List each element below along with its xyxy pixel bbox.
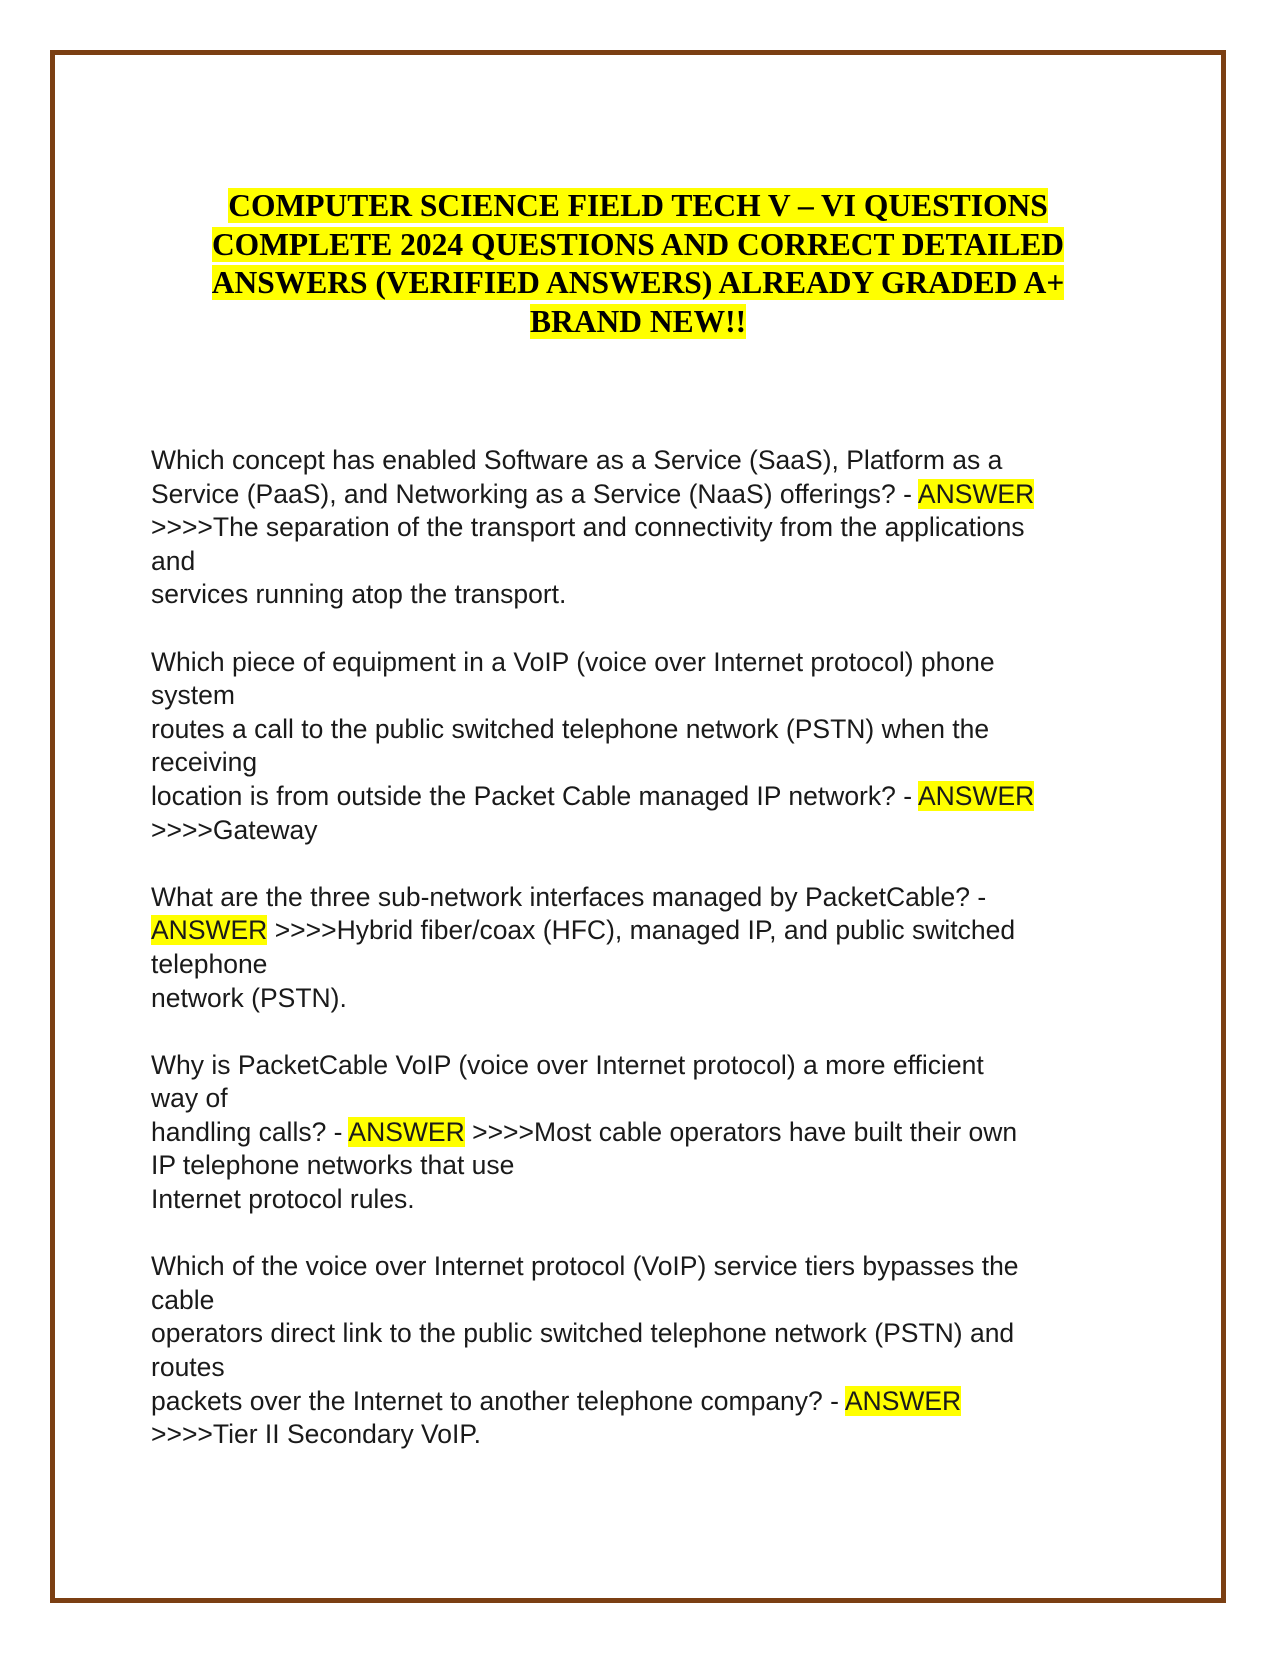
text: and xyxy=(151,545,196,576)
text: routes a call to the public switched telephone network (PSTN) when the xyxy=(151,713,990,744)
title-line: COMPLETE 2024 QUESTIONS AND CORRECT DETAILED xyxy=(211,226,1065,262)
qa-line xyxy=(151,1250,1151,1284)
qa-line xyxy=(151,780,1151,814)
qa-line xyxy=(151,814,1151,848)
qa-line xyxy=(151,1183,1151,1217)
text: system xyxy=(151,680,235,711)
qa-item xyxy=(151,444,1151,612)
answer-label: ANSWER xyxy=(917,780,1035,811)
qa-line xyxy=(151,545,1151,579)
text: Which piece of equipment in a VoIP (voice over Internet protocol) phone xyxy=(151,646,995,677)
text: way of xyxy=(151,1083,228,1114)
qa-line xyxy=(151,1082,1151,1116)
text: >>>>Gateway xyxy=(151,814,318,845)
text: routes xyxy=(151,1352,225,1383)
text: >>>>Most cable operators have built their own xyxy=(464,1116,1018,1147)
qa-item xyxy=(151,1049,1151,1217)
text: IP telephone networks that use xyxy=(151,1150,515,1181)
qa-line xyxy=(151,1049,1151,1083)
text: cable xyxy=(151,1284,215,1315)
qa-line xyxy=(151,948,1151,982)
qa-line xyxy=(151,881,1151,915)
answer-label: ANSWER xyxy=(844,1385,962,1416)
text: >>>>Hybrid fiber/coax (HFC), managed IP, and public switched xyxy=(267,915,1016,946)
answer-label: ANSWER xyxy=(151,915,268,946)
text: telephone xyxy=(151,948,268,979)
qa-line xyxy=(151,1284,1151,1318)
text: receiving xyxy=(151,747,258,778)
text: Service (PaaS), and Networking as a Service (NaaS) offerings? - xyxy=(151,478,918,509)
qa-line xyxy=(151,578,1151,612)
qa-line xyxy=(151,646,1151,680)
text: Why is PacketCable VoIP (voice over Internet protocol) a more efficient xyxy=(151,1049,984,1080)
qa-line xyxy=(151,1116,1151,1150)
text: Internet protocol rules. xyxy=(151,1184,415,1215)
qa-line xyxy=(151,746,1151,780)
qa-line xyxy=(151,1385,1151,1419)
text: handling calls? - xyxy=(151,1116,349,1147)
title-line: ANSWERS (VERIFIED ANSWERS) ALREADY GRADED A+ xyxy=(211,265,1065,300)
text: Which concept has enabled Software as a Service (SaaS), Platform as a xyxy=(151,445,1003,475)
qa-line xyxy=(151,1351,1151,1385)
qa-line xyxy=(151,478,1151,512)
title-line: COMPUTER SCIENCE FIELD TECH V – VI QUESTIONS xyxy=(228,188,1048,223)
answer-label: ANSWER xyxy=(348,1116,465,1147)
qa-line xyxy=(151,982,1151,1016)
qa-line xyxy=(151,1149,1151,1183)
text: What are the three sub-network interfaces managed by PacketCable? - xyxy=(151,881,987,912)
text: operators direct link to the public switched telephone network (PSTN) and xyxy=(151,1318,1015,1349)
text: Which of the voice over Internet protocol (VoIP) service tiers bypasses the xyxy=(151,1251,1019,1282)
text: packets over the Internet to another telephone company? - xyxy=(151,1385,845,1416)
title-line: BRAND NEW!! xyxy=(529,303,747,339)
answer-label: ANSWER xyxy=(917,478,1035,509)
text: >>>>The separation of the transport and connectivity from the applications xyxy=(151,512,1025,543)
qa-line xyxy=(151,511,1151,545)
qa-line xyxy=(151,1418,1151,1452)
qa-list xyxy=(151,444,1151,1485)
qa-line xyxy=(151,914,1151,948)
qa-line xyxy=(151,1317,1151,1351)
qa-line xyxy=(151,444,1151,478)
qa-line xyxy=(151,713,1151,747)
text: location is from outside the Packet Cable managed IP network? - xyxy=(151,780,918,811)
qa-item xyxy=(151,1250,1151,1452)
text: services running atop the transport. xyxy=(151,579,567,610)
qa-line xyxy=(151,679,1151,713)
qa-item xyxy=(151,881,1151,1015)
document-title xyxy=(150,187,1126,341)
text: >>>>Tier II Secondary VoIP. xyxy=(151,1419,481,1450)
text: network (PSTN). xyxy=(151,982,347,1013)
qa-item xyxy=(151,646,1151,848)
